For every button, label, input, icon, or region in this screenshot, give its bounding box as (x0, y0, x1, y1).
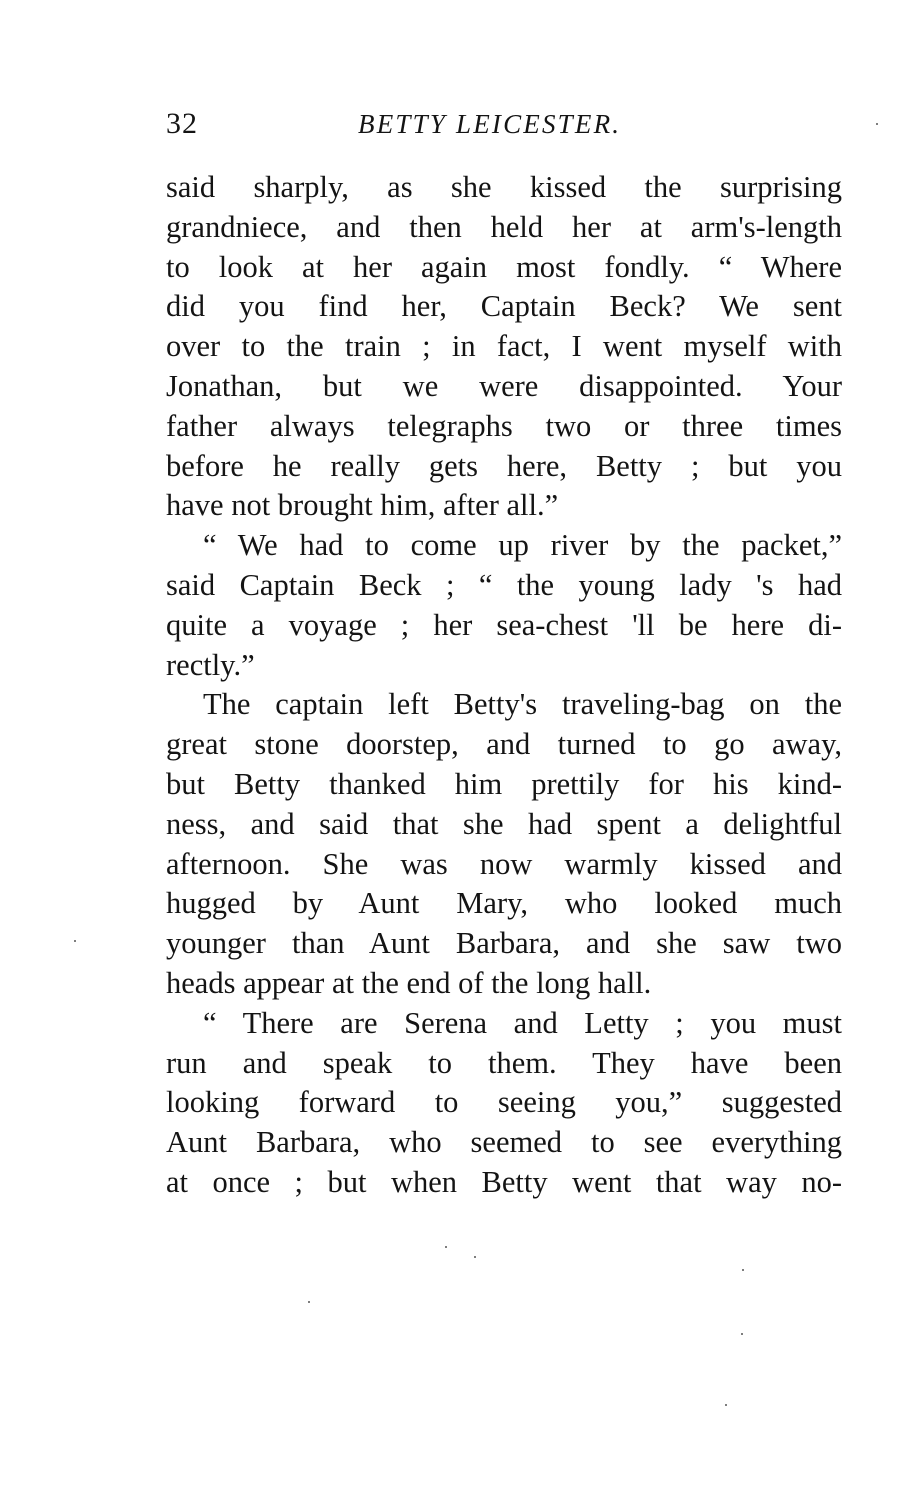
page-header (166, 104, 842, 144)
text-line: quite a voyage ; her sea-chest 'll be here di- (166, 607, 842, 642)
text-line: Jonathan, but we were disappointed. Your (166, 368, 842, 403)
paper-speck (725, 1404, 727, 1406)
text-line: have not brought him, after all.” (166, 488, 559, 523)
text-line: ness, and said that she had spent a delightful (166, 806, 842, 841)
text-line: heads appear at the end of the long hall. (166, 965, 652, 1000)
text-line: “ There are Serena and Letty ; you must (203, 1005, 842, 1040)
text-line: run and speak to them. They have been (166, 1045, 842, 1080)
text-line: “ We had to come up river by the packet,” (203, 528, 842, 563)
paper-speck (308, 1301, 310, 1303)
body-text (166, 168, 842, 1203)
text-line: to look at her again most fondly. “ Where (166, 249, 842, 284)
text-line: hugged by Aunt Mary, who looked much (166, 886, 842, 921)
paper-speck (742, 1269, 744, 1271)
text-line: Aunt Barbara, who seemed to see everything (166, 1125, 842, 1160)
text-line: over to the train ; in fact, I went myself with (166, 329, 842, 364)
text-line: younger than Aunt Barbara, and she saw two (166, 926, 842, 961)
text-line: father always telegraphs two or three times (166, 408, 842, 443)
text-line: great stone doorstep, and turned to go away, (166, 727, 842, 762)
text-line: The captain left Betty's traveling-bag on the (203, 687, 842, 722)
text-line: did you find her, Captain Beck? We sent (166, 289, 842, 324)
text-line: said sharply, as she kissed the surprising (166, 170, 842, 204)
paper-speck (74, 940, 76, 942)
text-line: looking forward to seeing you,” suggested (166, 1085, 842, 1120)
paper-speck (474, 1256, 476, 1258)
running-title: BETTY LEICESTER. (358, 109, 622, 139)
text-line: said Captain Beck ; “ the young lady 's had (166, 567, 842, 602)
paper-speck (445, 1246, 447, 1248)
text-line: rectly.” (166, 647, 255, 682)
paper-speck (876, 123, 878, 125)
text-line: at once ; but when Betty went that way no- (166, 1164, 842, 1199)
text-line: before he really gets here, Betty ; but you (166, 448, 842, 483)
text-line: afternoon. She was now warmly kissed and (166, 846, 842, 881)
text-line: but Betty thanked him prettily for his kind- (166, 766, 842, 801)
paper-speck (741, 1333, 743, 1335)
page-number: 32 (166, 107, 198, 140)
text-line: grandniece, and then held her at arm's-length (166, 209, 842, 244)
